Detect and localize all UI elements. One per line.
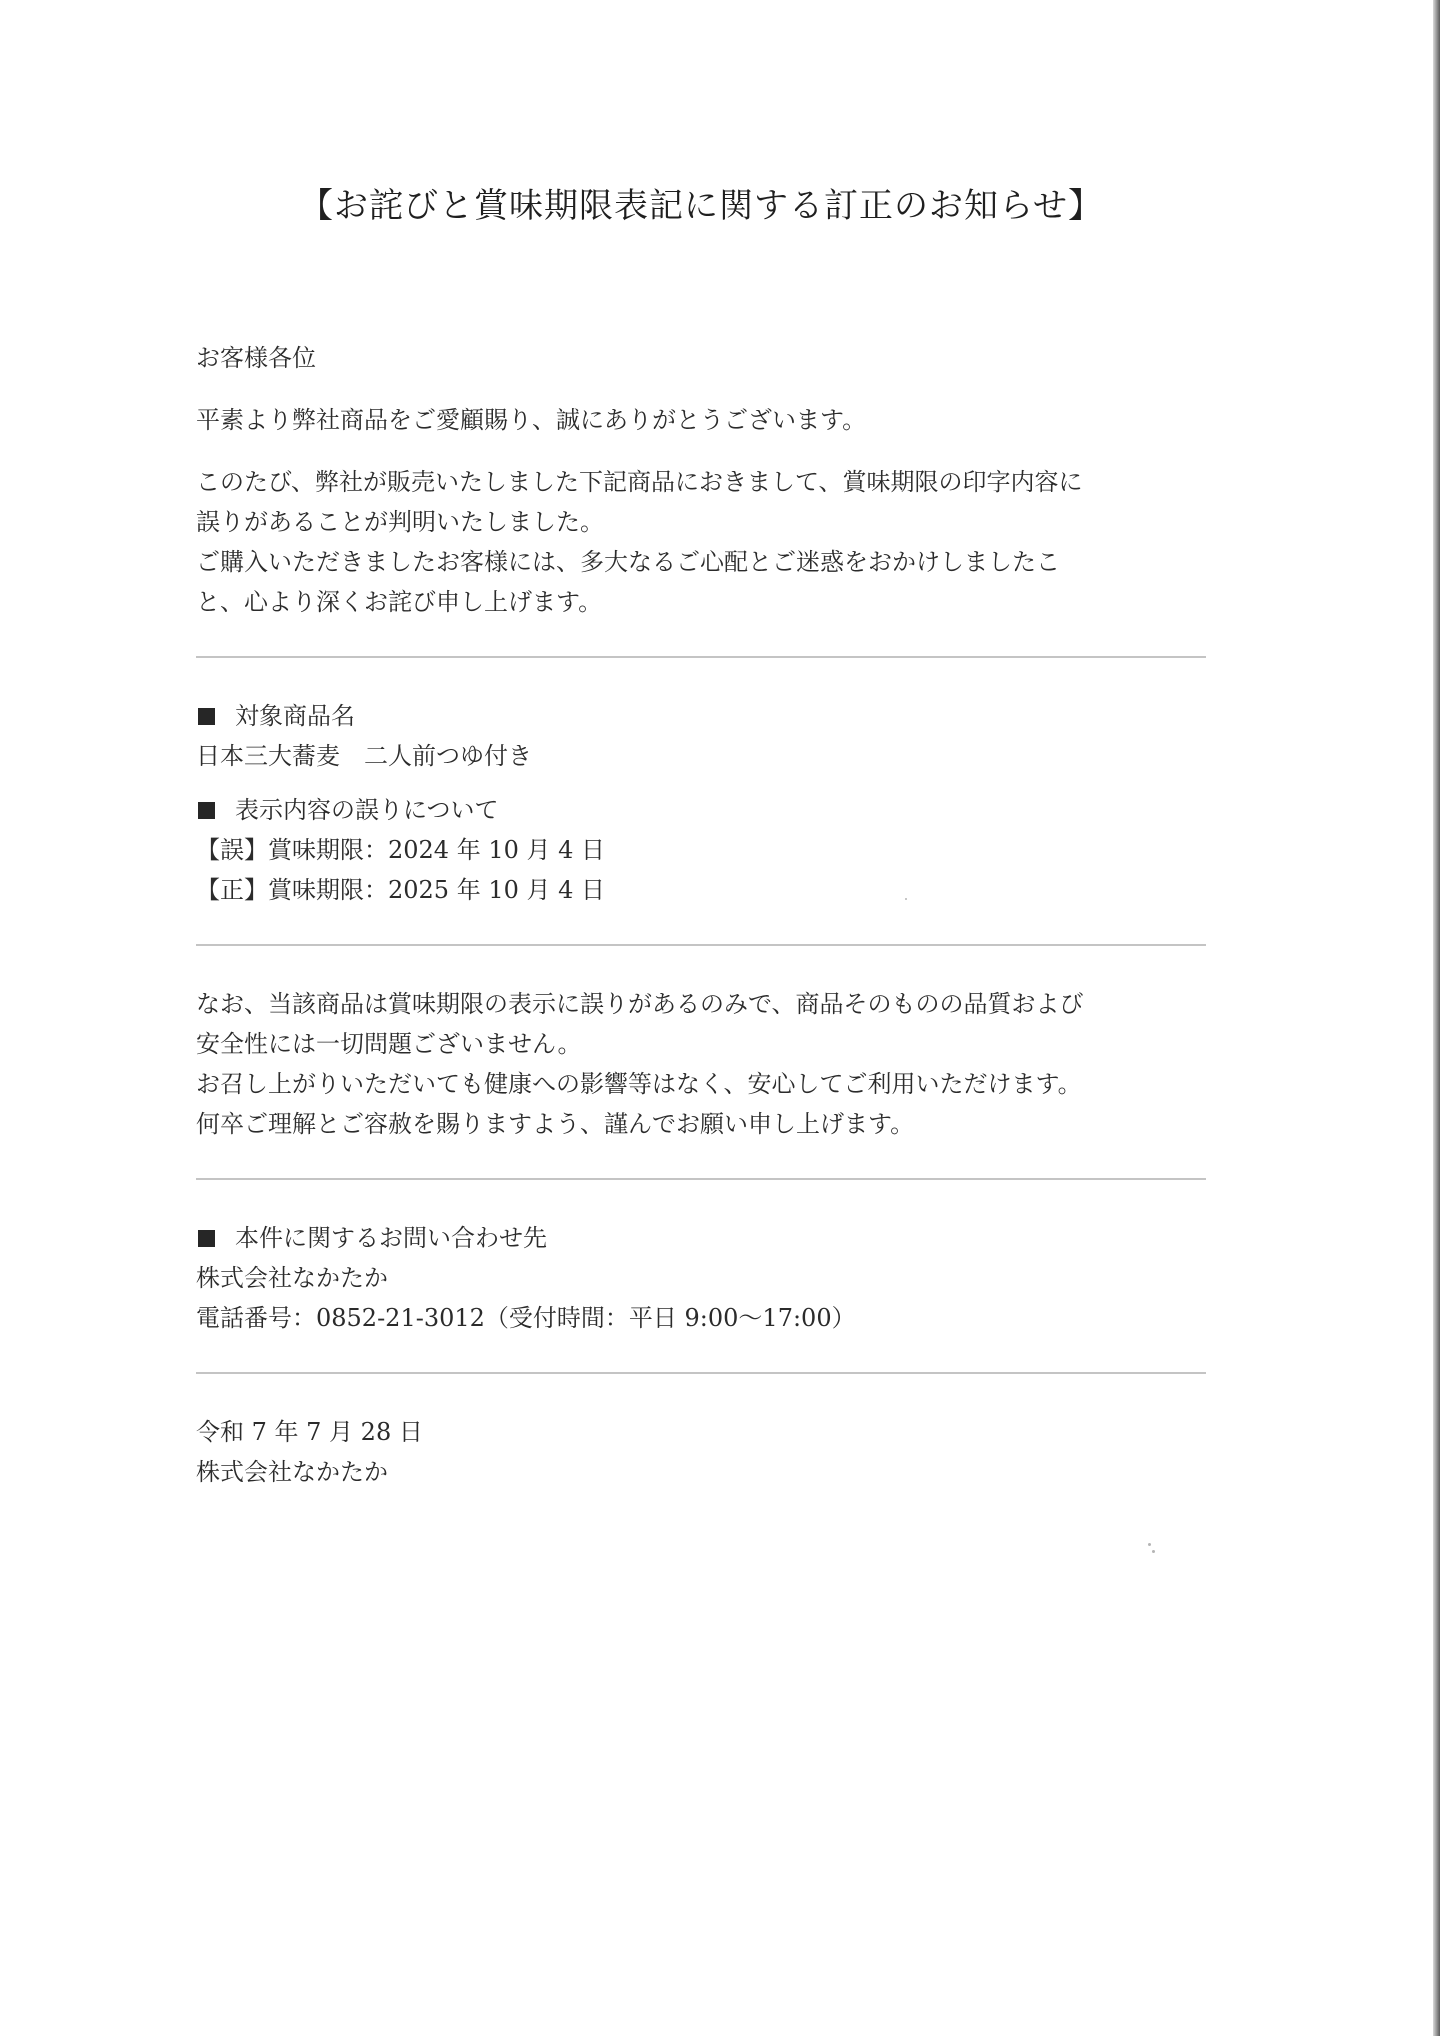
safety-line: 何卒ご理解とご容赦を賜りますよう、謹んでお願い申し上げます。 <box>196 1110 915 1138</box>
contact-phone: 電話番号：0852-21-3012（受付時間：平日 9:00〜17:00） <box>196 1304 856 1332</box>
page-edge-shadow <box>1433 0 1440 2036</box>
apology-line: このたび、弊社が販売いたしました下記商品におきまして、賞味期限の印字内容に <box>196 468 1083 496</box>
footer-company: 株式会社なかたか <box>196 1458 388 1486</box>
product-heading <box>196 696 1206 736</box>
greeting-text: 平素より弊社商品をご愛顧賜り、誠にありがとうございます。 <box>196 406 867 434</box>
error-heading <box>196 790 1206 830</box>
safety-line: 安全性には一切問題ございません。 <box>196 1030 582 1058</box>
scan-speck <box>1148 1543 1151 1546</box>
product-name: 日本三大蕎麦 二人前つゆ付き <box>196 742 532 770</box>
issue-date: 令和 7 年 7 月 28 日 <box>196 1418 423 1446</box>
contact-heading <box>196 1218 1206 1258</box>
document-body <box>196 338 1206 1492</box>
contact-company: 株式会社なかたか <box>196 1264 388 1292</box>
salutation: お客様各位 <box>196 344 316 372</box>
black-square-icon <box>198 708 215 725</box>
apology-line: 誤りがあることが判明いたしました。 <box>196 508 604 536</box>
error-heading-text: 表示内容の誤りについて <box>235 796 499 824</box>
apology-paragraph <box>196 462 1206 622</box>
product-section <box>196 696 1206 776</box>
document-title: 【お詫びと賞味期限表記に関する訂正のお知らせ】 <box>299 186 1103 226</box>
contact-section <box>196 1218 1206 1338</box>
safety-paragraph <box>196 984 1206 1144</box>
contact-heading-text: 本件に関するお問い合わせ先 <box>235 1224 547 1252</box>
divider <box>196 1178 1206 1180</box>
error-section <box>196 790 1206 910</box>
product-heading-text: 対象商品名 <box>235 702 355 730</box>
correct-date: 【正】賞味期限：2025 年 10 月 4 日 <box>196 876 606 904</box>
divider <box>196 944 1206 946</box>
safety-line: なお、当該商品は賞味期限の表示に誤りがあるのみで、商品そのものの品質および <box>196 990 1084 1018</box>
divider <box>196 656 1206 658</box>
wrong-date: 【誤】賞味期限：2024 年 10 月 4 日 <box>196 836 606 864</box>
footer-section <box>196 1412 1206 1492</box>
divider <box>196 1372 1206 1374</box>
scan-speck <box>1152 1550 1155 1553</box>
black-square-icon <box>198 802 215 819</box>
apology-line: ご購入いただきましたお客様には、多大なるご心配とご迷惑をおかけしましたこ <box>196 548 1060 576</box>
black-square-icon <box>198 1230 215 1247</box>
safety-line: お召し上がりいただいても健康への影響等はなく、安心してご利用いただけます。 <box>196 1070 1082 1098</box>
apology-line: と、心より深くお詫び申し上げます。 <box>196 588 603 616</box>
